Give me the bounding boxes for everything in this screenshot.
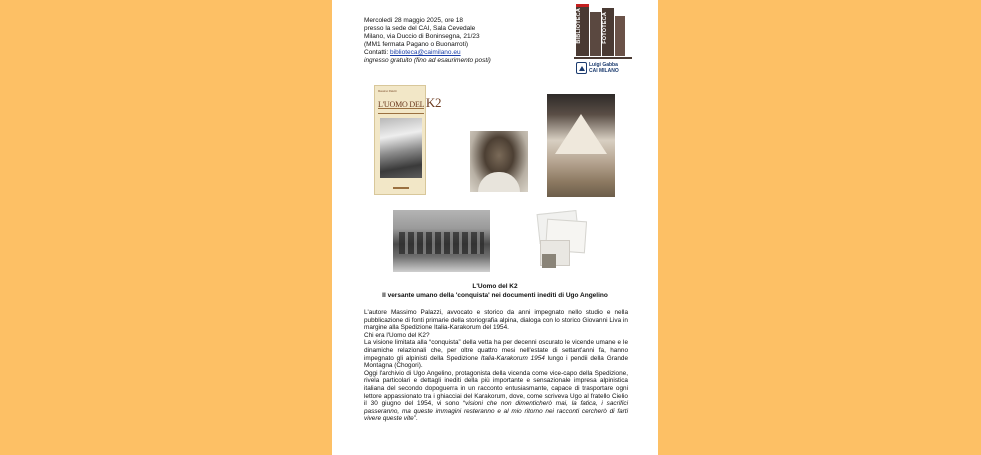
logo-name: Luigi Gabba <box>589 62 618 68</box>
contact-email-link[interactable]: biblioteca@caimilano.eu <box>390 49 461 56</box>
page-title: L'Uomo del K2 <box>472 283 518 290</box>
portrait-photo <box>470 131 528 192</box>
page-subtitle: Il versante umano della 'conquista' nei documenti inediti di Ugo Angelino <box>382 291 608 299</box>
body-text <box>364 309 628 423</box>
event-contacts <box>364 49 564 57</box>
cover-subtitle-rule <box>378 108 424 114</box>
event-title <box>332 283 658 300</box>
event-metro: (MM1 fermata Pagano o Buonarroti) <box>364 41 469 48</box>
cai-seal-icon <box>576 62 587 74</box>
event-entry: ingresso gratuito (fino ad esaurimento posti) <box>364 57 491 64</box>
paragraph-question: Chi era l'Uomo del K2? <box>364 331 430 339</box>
book-cover-image <box>374 85 442 195</box>
biblioteca-logo <box>574 4 632 74</box>
cover-author: Massimo Palazzi <box>378 90 397 93</box>
book-spine-blank <box>590 12 601 56</box>
cai-milano-mark <box>574 62 632 76</box>
expedition-group-photo <box>393 210 490 272</box>
cover-photo <box>380 118 422 178</box>
paragraph-archive: Oggi l'archivio di Ugo Angelino, protagonista della vicenda come vice-capo della Spedizione, rivela particolari e dettagli inediti della più importante e sensazionale impresa alpinistica italiana del secondo dopoguerra in un racconto entusiasmante, capace di trasportare ogni lettore appassionato tra i ghiacciai del Karakorum, dove, come scriveva Ugo al fratello Cielio il 30 giugno del 1954, vi sono “visioni che non dimenticherò mai, la fatica, i sacrifici passeranno, ma queste immagini resteranno e al mio ritorno nei racconti cercherò di farti vivere queste vite”. <box>364 369 628 423</box>
paragraph-author: L'autore Massimo Palazzi, avvocato e storico da anni impegnato nello studio e nella pubblicazione di fonti primarie della storiografia alpina, dialoga con lo storico Giovanni Liva in margine alla Spedizione Italia-Karakorum del 1954. <box>364 309 628 332</box>
event-date: Mercoledì 28 maggio 2025, ore 18 <box>364 17 464 24</box>
event-info <box>364 17 564 65</box>
book-spine-fototeca: FOTOTECA <box>602 8 614 56</box>
archive-documents-photo <box>532 210 590 270</box>
document-page <box>332 0 658 455</box>
cover-publisher-mark <box>393 187 409 189</box>
books-icon <box>576 4 630 56</box>
contact-label: Contatti: <box>364 49 391 56</box>
k2-mountain-photo <box>547 94 615 197</box>
cover-title: L'UOMO DEL K2 <box>378 95 442 110</box>
book-spine-biblioteca: BIBLIOTECA <box>576 4 589 56</box>
logo-org: CAI MILANO <box>589 68 619 74</box>
event-venue: presso la sede del CAI, Sala Cevedale <box>364 25 476 32</box>
book-spine-small <box>615 16 625 56</box>
paragraph-vision: La visione limitata alla “conquista” della vetta ha per decenni oscurato le vicende umane e le dinamiche relazionali che, per oltre quattro mesi nell'estate di settant'anni fa, hanno impegnato gli alpinisti della Spedizione Italia-Karakorum 1954 lungo i pendii della Grande Montagna (Chogori). <box>364 339 629 370</box>
shelf-line <box>574 57 632 59</box>
event-address: Milano, via Duccio di Boninsegna, 21/23 <box>364 33 480 40</box>
